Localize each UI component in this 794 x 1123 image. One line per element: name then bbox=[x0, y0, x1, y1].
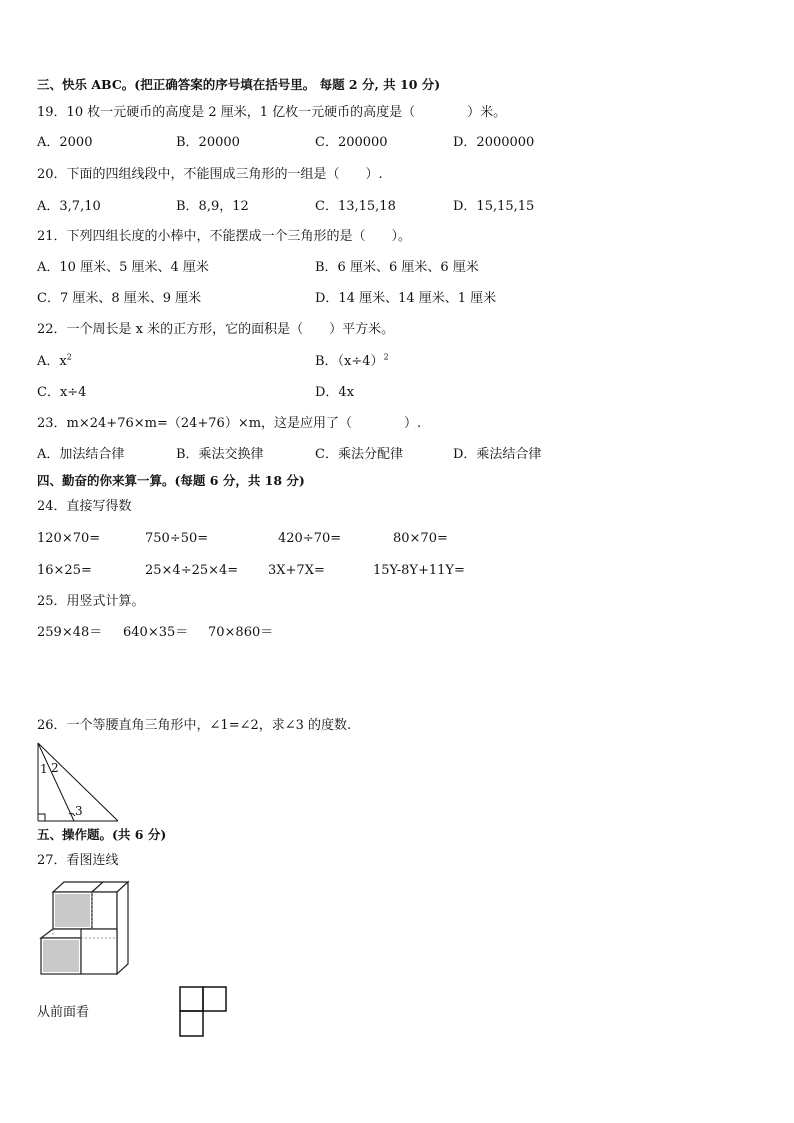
cube-texture bbox=[43, 940, 79, 972]
q22-option-c: C．x÷4 bbox=[37, 385, 87, 400]
q19-option-b: B．20000 bbox=[176, 135, 240, 150]
q20-stem: 20．下面的四组线段中，不能围成三角形的一组是（ ）. bbox=[37, 167, 383, 182]
triangle-figure bbox=[36, 740, 122, 824]
q20-option-d: D．15,15,15 bbox=[453, 199, 535, 214]
q22-stem: 22．一个周长是 x 米的正方形，它的面积是（ ）平方米。 bbox=[37, 322, 395, 337]
front-view-grid bbox=[178, 985, 230, 1039]
q25-item: 640×35＝ bbox=[123, 625, 189, 640]
q20-option-b: B．8,9，12 bbox=[176, 199, 249, 214]
right-angle-mark bbox=[38, 814, 45, 821]
angle-label-2: 2 bbox=[51, 761, 59, 775]
q22-option-d: D．4x bbox=[315, 385, 355, 400]
q21-option-a: A．10 厘米、5 厘米、4 厘米 bbox=[37, 260, 209, 275]
q23-option-b: B．乘法交换律 bbox=[176, 447, 264, 462]
q20-option-a: A．3,7,10 bbox=[37, 199, 101, 214]
q25-item: 259×48＝ bbox=[37, 625, 103, 640]
q20-option-c: C．13,15,18 bbox=[315, 199, 396, 214]
q19-option-c: C．200000 bbox=[315, 135, 388, 150]
q24-item: 16×25= bbox=[37, 563, 92, 578]
section4-heading: 四、勤奋的你来算一算。(每题 6 分，共 18 分) bbox=[37, 473, 305, 488]
section3-heading: 三、快乐 ABC。(把正确答案的序号填在括号里。 每题 2 分, 共 10 分) bbox=[37, 77, 441, 92]
q24-item: 120×70= bbox=[37, 531, 101, 546]
angle-label-3: 3 bbox=[75, 804, 83, 818]
triangle-cevian bbox=[38, 743, 74, 821]
q19-option-a: A．2000 bbox=[37, 135, 93, 150]
q24-item: 80×70= bbox=[393, 531, 448, 546]
q19-stem: 19．10 枚一元硬币的高度是 2 厘米，1 亿枚一元硬币的高度是（ ）米。 bbox=[37, 105, 507, 120]
q24-item: 420÷70= bbox=[278, 531, 342, 546]
q21-option-d: D．14 厘米、14 厘米、1 厘米 bbox=[315, 291, 497, 306]
q23-option-c: C．乘法分配律 bbox=[315, 447, 403, 462]
q21-option-c: C．7 厘米、8 厘米、9 厘米 bbox=[37, 291, 202, 306]
cube-front-face bbox=[92, 892, 117, 929]
cube-side-face bbox=[117, 882, 128, 974]
q22-option-a: A．$x^2$ bbox=[37, 352, 72, 369]
cube-texture bbox=[55, 894, 90, 927]
cube-front-face bbox=[81, 929, 117, 974]
q21-stem: 21．下列四组长度的小棒中，不能摆成一个三角形的是（ ）。 bbox=[37, 229, 412, 244]
angle-label-1: 1 bbox=[40, 762, 48, 776]
q25-stem: 25．用竖式计算。 bbox=[37, 594, 145, 609]
q27-stem: 27．看图连线 bbox=[37, 853, 119, 868]
q24-stem: 24．直接写得数 bbox=[37, 499, 132, 514]
q25-item: 70×860＝ bbox=[208, 625, 274, 640]
q26-stem: 26．一个等腰直角三角形中，∠1=∠2，求∠3 的度数. bbox=[37, 718, 352, 733]
q23-option-a: A．加法结合律 bbox=[37, 447, 125, 462]
q19-option-d: D．2000000 bbox=[453, 135, 535, 150]
q24-item: 25×4÷25×4= bbox=[145, 563, 239, 578]
q23-stem: 23．m×24+76×m=（24+76）×m，这是应用了（ ）. bbox=[37, 416, 422, 431]
q24-item: 750÷50= bbox=[145, 531, 209, 546]
cube-stack-figure bbox=[38, 880, 130, 976]
q27-view-label: 从前面看 bbox=[37, 1005, 90, 1020]
section5-heading: 五、操作题。(共 6 分) bbox=[37, 827, 167, 842]
q23-option-d: D．乘法结合律 bbox=[453, 447, 542, 462]
q22-option-b: B．$(x\div 4)^2$ bbox=[315, 352, 389, 369]
q24-item: 3X+7X= bbox=[268, 563, 325, 578]
q24-item: 15Y-8Y+11Y= bbox=[373, 563, 465, 578]
q21-option-b: B．6 厘米、6 厘米、6 厘米 bbox=[315, 260, 479, 275]
